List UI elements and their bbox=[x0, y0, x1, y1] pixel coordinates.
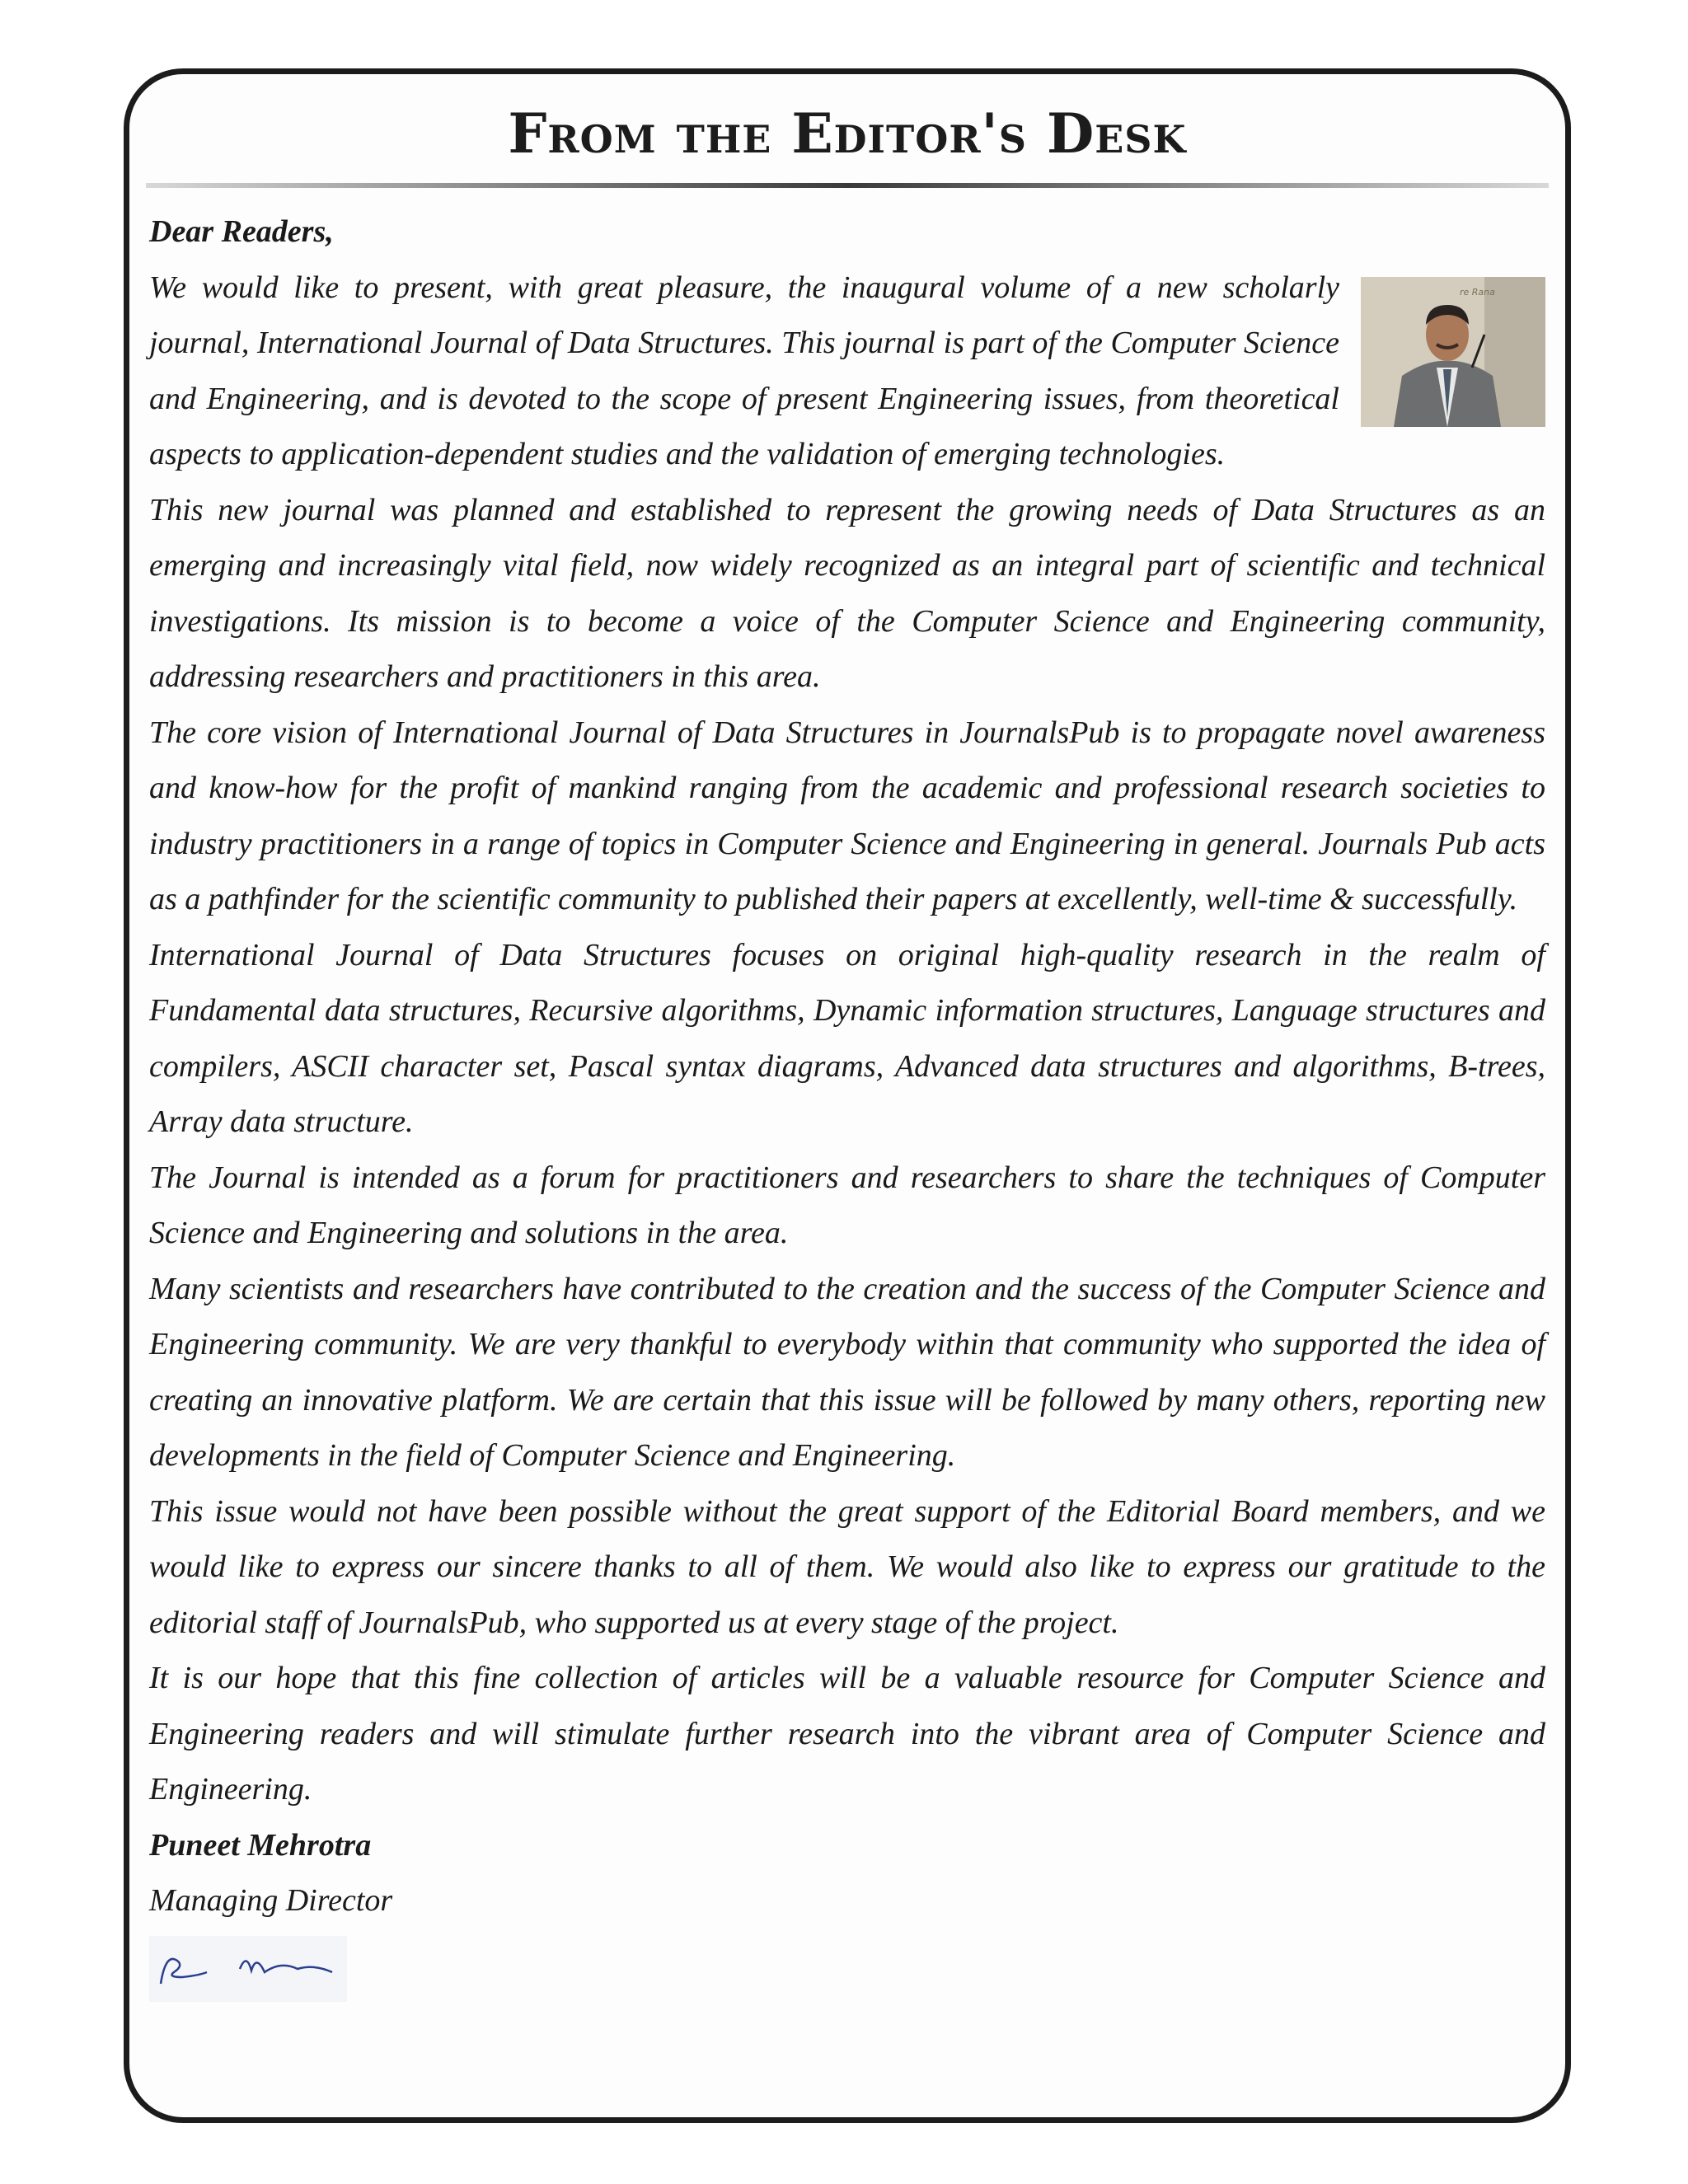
letter-body bbox=[149, 204, 1545, 2002]
page-title: From the Editor's Desk bbox=[508, 101, 1187, 166]
signature-icon bbox=[149, 1936, 347, 2002]
editor-photo-icon bbox=[1361, 277, 1545, 427]
greeting: Dear Readers, bbox=[149, 214, 334, 249]
paragraph: The core vision of International Journal of Data Structures in JournalsPub is to propagate novel awareness and know-how for the profit of mankind ranging from the academic and professional research societies to industry practitioners in a range of topics in Computer Science and Engineering in general. Journals Pub acts as a pathfinder for the scientific community to published their papers at excellently, well-time & successfully. bbox=[149, 715, 1545, 916]
signoff-role: Managing Director bbox=[149, 1883, 393, 1918]
paragraph: Many scientists and researchers have contributed to the creation and the success of the Computer Science and Engineering community. We are very thankful to everybody within that community who supported the idea of creating an innovative platform. We are certain that this issue will be followed by many others, reporting new developments in the field of Computer Science and Engineering. bbox=[149, 1271, 1545, 1473]
signoff-name: Puneet Mehrotra bbox=[149, 1827, 372, 1863]
paragraph: We would like to present, with great pleasure, the inaugural volume of a new scholarly journal, International Journal of Data Structures. This journal is part of the Computer Science and Engineering, and is devoted to the scope of present Engineering issues, from theoretical aspects to application-dependent studies and the validation of emerging technologies. bbox=[149, 269, 1339, 471]
paragraph: International Journal of Data Structures focuses on original high-quality research in the realm of Fundamental data structures, Recursive algorithms, Dynamic information structures, Language structures and compilers, ASCII character set, Pascal syntax diagrams, Advanced data structures and algorithms, B-trees, Array data structure. bbox=[149, 937, 1545, 1139]
title-divider bbox=[146, 183, 1549, 188]
paragraph: This new journal was planned and established to represent the growing needs of Data Structures as an emerging and increasingly vital field, now widely recognized as an integral part of scientific and technical investigations. Its mission is to become a voice of the Computer Science and Engineering community, addressing researchers and practitioners in this area. bbox=[149, 492, 1545, 694]
svg-text:re Rana: re Rana bbox=[1460, 286, 1495, 298]
paragraph: The Journal is intended as a forum for practitioners and researchers to share the techniques of Computer Science and Engineering and solutions in the area. bbox=[149, 1160, 1545, 1250]
paragraph: It is our hope that this fine collection of articles will be a valuable resource for Computer Science and Engineering readers and will stimulate further research into the vibrant area of Computer Science and Engineering. bbox=[149, 1661, 1545, 1807]
letter-frame bbox=[124, 68, 1571, 2123]
paragraph: This issue would not have been possible without the great support of the Editorial Board members, and we would like to express our sincere thanks to all of them. We would also like to express our gratitude to the editorial staff of JournalsPub, who supported us at every stage of the project. bbox=[149, 1493, 1545, 1640]
